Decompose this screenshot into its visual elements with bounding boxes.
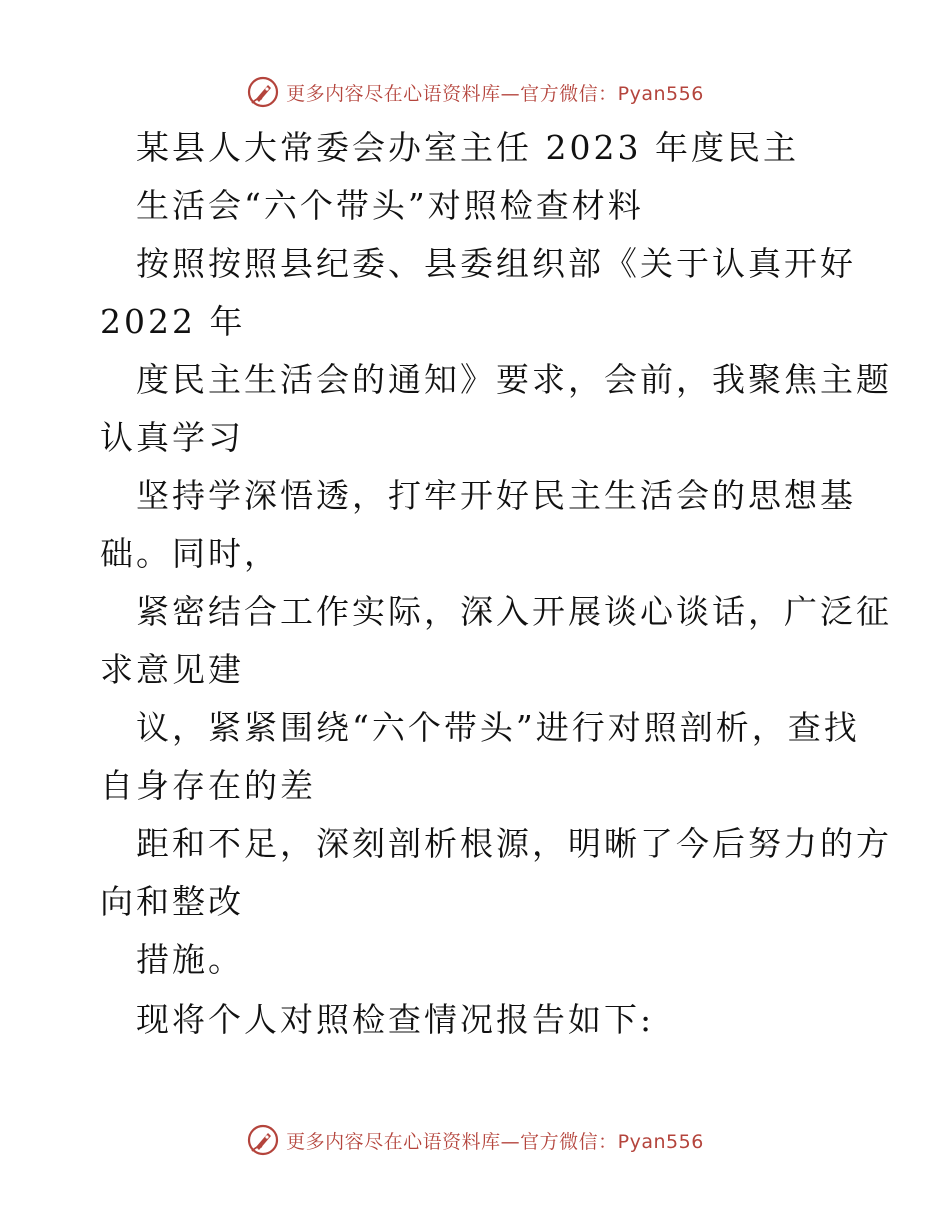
paragraph-line: 2022 年 bbox=[100, 302, 246, 341]
paragraph-line: 础。同时， bbox=[100, 534, 280, 573]
paragraph-line: 紧密结合工作实际，深入开展谈心谈话，广泛征 bbox=[136, 592, 892, 631]
paragraph-line: 度民主生活会的通知》要求，会前，我聚焦主题 bbox=[136, 360, 892, 399]
paragraph-line: 自身存在的差 bbox=[100, 766, 316, 805]
paragraph-line: 向和整改 bbox=[100, 882, 244, 921]
paragraph-line: 求意见建 bbox=[100, 650, 244, 689]
header-watermark-text: 更多内容尽在心语资料库—官方微信：Pyan556 bbox=[286, 82, 704, 105]
paragraph-line: 坚持学深悟透，打牢开好民主生活会的思想基 bbox=[136, 476, 856, 515]
paragraph-line: 措施。 bbox=[136, 940, 244, 979]
footer-watermark bbox=[0, 1118, 950, 1162]
document-title-line-2: 生活会“六个带头”对照检查材料 bbox=[136, 186, 644, 225]
footer-watermark-text: 更多内容尽在心语资料库—官方微信：Pyan556 bbox=[286, 1130, 704, 1153]
paragraph-line: 认真学习 bbox=[100, 418, 244, 457]
paragraph-line: 按照按照县纪委、县委组织部《关于认真开好 bbox=[136, 244, 856, 283]
paragraph-line: 议，紧紧围绕“六个带头”进行对照剖析，查找 bbox=[136, 708, 860, 747]
paragraph-line: 现将个人对照检查情况报告如下: bbox=[136, 1000, 655, 1039]
paragraph-line: 距和不足，深刻剖析根源，明晰了今后努力的方 bbox=[136, 824, 892, 863]
pen-nib-logo-icon bbox=[246, 1123, 280, 1157]
document-title-line-1: 某县人大常委会办室主任 2023 年度民主 bbox=[136, 128, 799, 167]
